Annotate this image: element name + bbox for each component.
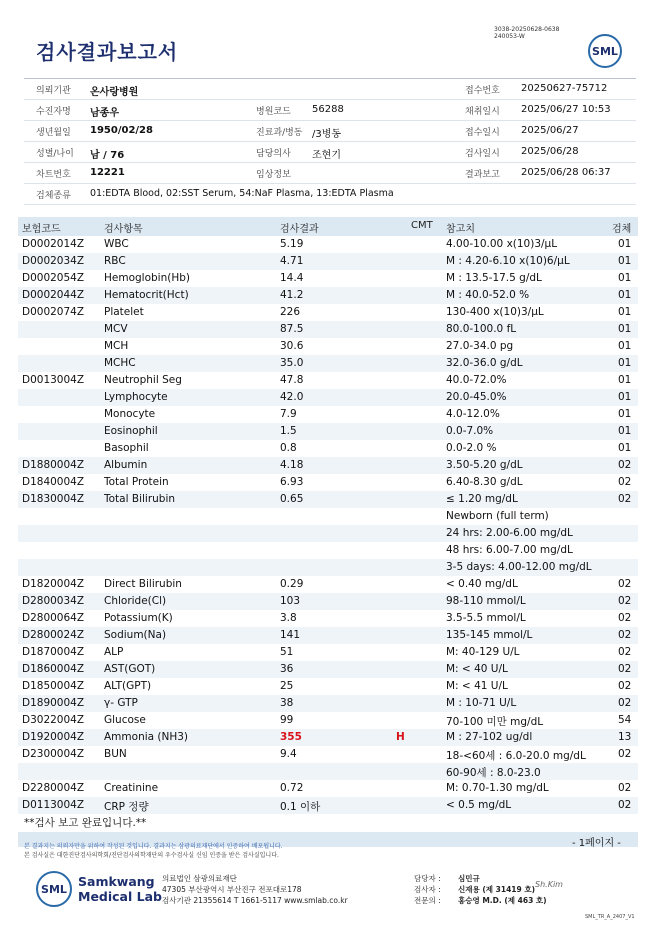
table-row	[18, 695, 638, 712]
test-name: Glucose	[104, 714, 146, 726]
reference-range: M : 4.20-6.10 x(10)6/μL	[446, 255, 570, 267]
test-name: γ- GTP	[104, 697, 138, 709]
info-row	[24, 79, 636, 100]
info-row	[24, 100, 636, 121]
test-name: Albumin	[104, 459, 148, 471]
table-row	[18, 474, 638, 491]
sml-logo-icon: SML	[588, 34, 622, 68]
test-name: RBC	[104, 255, 126, 267]
test-result: 99	[280, 714, 294, 726]
test-name: Direct Bilirubin	[104, 578, 182, 590]
reference-range: M: 0.70-1.30 mg/dL	[446, 782, 549, 794]
specimen-code: 02	[618, 782, 632, 794]
dept-label: 진료과/병동	[256, 128, 303, 138]
receipt-date-label: 접수일시	[465, 128, 500, 138]
institution-value: 온사랑병원	[90, 87, 139, 98]
specimen-code: 54	[618, 714, 632, 726]
test-result: 0.29	[280, 578, 304, 590]
specimen-code: 02	[618, 629, 632, 641]
reference-range: < 0.5 mg/dL	[446, 799, 512, 811]
test-code: D2800064Z	[22, 612, 85, 624]
document-id: 3038-20250628-0638 240053-W	[494, 26, 560, 40]
test-result: 6.93	[280, 476, 304, 488]
table-row	[18, 304, 638, 321]
table-row	[18, 270, 638, 287]
specimen-code: 01	[618, 425, 632, 437]
reference-range: 135-145 mmol/L	[446, 629, 533, 641]
test-code: D1920004Z	[22, 731, 85, 743]
test-name: AST(GOT)	[104, 663, 156, 675]
reference-range: 60-90세 : 8.0-23.0	[446, 767, 541, 779]
specimen-code: 02	[618, 799, 632, 811]
test-result: 87.5	[280, 323, 304, 335]
note-line-1: 본 결과지는 의뢰자만을 위하여 작성된 것입니다. 결과지는 삼광의료재단에서 인증하여 배포됩니다.	[24, 843, 283, 850]
test-code: D0002074Z	[22, 306, 85, 318]
test-code: D1850004Z	[22, 680, 85, 692]
reference-range: 98-110 mmol/L	[446, 595, 526, 607]
info-row	[24, 184, 636, 205]
test-name: Basophil	[104, 442, 149, 454]
test-result: 103	[280, 595, 301, 607]
specimen-code: 01	[618, 272, 632, 284]
reference-range: 0.0-7.0%	[446, 425, 494, 437]
specimen-value: 01:EDTA Blood, 02:SST Serum, 54:NaF Plasma, 13:EDTA Plasma	[90, 188, 394, 199]
reference-range: 18-<60세 : 6.0-20.0 mg/dL	[446, 750, 586, 762]
test-code: D1880004Z	[22, 459, 85, 471]
specimen-code: 01	[618, 238, 632, 250]
note-line-2: 본 검사실은 대한진단검사의학회/진단검사의학재단의 우수검사실 신임 인증을 받은 검사실입니다.	[24, 852, 279, 859]
test-result: 30.6	[280, 340, 304, 352]
report-label: 결과보고	[465, 170, 500, 180]
reference-range: M : 13.5-17.5 g/dL	[446, 272, 542, 284]
test-result: 226	[280, 306, 301, 318]
test-name: BUN	[104, 748, 127, 760]
table-row	[18, 746, 638, 763]
specimen-code: 01	[618, 357, 632, 369]
test-result: 25	[280, 680, 294, 692]
test-code: D1830004Z	[22, 493, 85, 505]
info-row	[24, 121, 636, 142]
collect-label: 채취일시	[465, 107, 500, 117]
result-flag: H	[396, 731, 405, 743]
test-result: 35.0	[280, 357, 304, 369]
test-code: D1820004Z	[22, 578, 85, 590]
col-code: 보험코드	[22, 224, 61, 235]
staff-list: 담당자 : 심민규 검사자 : 신재용 (제 31419 호) 전문의 : 홍승영 M.D. (제 463 호)	[414, 874, 547, 905]
reference-range: 24 hrs: 2.00-6.00 mg/dL	[446, 527, 573, 539]
receipt-date-value: 2025/06/27	[521, 125, 579, 136]
test-result: 3.8	[280, 612, 297, 624]
reference-range: 3-5 days: 4.00-12.00 mg/dL	[446, 561, 592, 573]
test-name: Creatinine	[104, 782, 159, 794]
test-name: Hemoglobin(Hb)	[104, 272, 191, 284]
table-row	[18, 321, 638, 338]
test-name: MCH	[104, 340, 129, 352]
test-name: Potassium(K)	[104, 612, 173, 624]
receipt-no-value: 20250627-75712	[521, 83, 608, 94]
patient-info	[24, 78, 636, 205]
specimen-code: 01	[618, 340, 632, 352]
test-result: 0.1 이하	[280, 801, 321, 813]
specimen-code: 02	[618, 595, 632, 607]
reference-range: 80.0-100.0 fL	[446, 323, 517, 335]
specimen-code: 02	[618, 697, 632, 709]
col-cmt: CMT	[411, 220, 433, 231]
specimen-code: 02	[618, 680, 632, 692]
specimen-code: 01	[618, 289, 632, 301]
specimen-code: 01	[618, 408, 632, 420]
results-table-header	[18, 217, 638, 236]
test-name: Lymphocyte	[104, 391, 168, 403]
info-row	[24, 142, 636, 163]
specimen-code: 02	[618, 646, 632, 658]
dob-value: 1950/02/28	[90, 125, 153, 136]
sex-age-label: 성별/나이	[36, 149, 74, 159]
reference-range: < 0.40 mg/dL	[446, 578, 518, 590]
reference-range: 32.0-36.0 g/dL	[446, 357, 523, 369]
table-row	[18, 644, 638, 661]
clinical-label: 임상정보	[256, 170, 291, 180]
test-code: D2280004Z	[22, 782, 85, 794]
specimen-code: 02	[618, 663, 632, 675]
reference-range: Newborn (full term)	[446, 510, 549, 522]
test-result: 41.2	[280, 289, 304, 301]
doctor-label: 담당의사	[256, 149, 291, 159]
specimen-code: 13	[618, 731, 632, 743]
table-row	[18, 389, 638, 406]
test-name: Sodium(Na)	[104, 629, 167, 641]
chart-value: 12221	[90, 167, 125, 178]
test-result: 1.5	[280, 425, 297, 437]
col-result: 검사결과	[280, 224, 319, 235]
page-number: - 1페이지 -	[572, 838, 621, 849]
table-row	[18, 406, 638, 423]
test-name: MCV	[104, 323, 128, 335]
reference-range: 0.0-2.0 %	[446, 442, 497, 454]
reference-range: M: < 40 U/L	[446, 663, 508, 675]
reference-range: M: < 41 U/L	[446, 680, 508, 692]
report-complete: **검사 보고 완료입니다.**	[24, 817, 147, 829]
table-row	[18, 253, 638, 270]
table-row	[18, 610, 638, 627]
test-code: D1890004Z	[22, 697, 85, 709]
table-row	[18, 797, 638, 814]
test-result: 4.71	[280, 255, 304, 267]
table-row	[18, 372, 638, 389]
table-row	[18, 661, 638, 678]
test-result: 36	[280, 663, 294, 675]
patient-label: 수진자명	[36, 107, 71, 117]
specimen-code: 02	[618, 748, 632, 760]
report-value: 2025/06/28 06:37	[521, 167, 611, 178]
reference-range: 4.00-10.00 x(10)3/μL	[446, 238, 558, 250]
info-row	[24, 163, 636, 184]
table-row	[18, 457, 638, 474]
receipt-no-label: 접수번호	[465, 86, 500, 96]
table-row	[18, 491, 638, 508]
test-code: D1870004Z	[22, 646, 85, 658]
test-name: Platelet	[104, 306, 144, 318]
test-name: MCHC	[104, 357, 136, 369]
hospital-code-label: 병원코드	[256, 107, 291, 117]
table-row	[18, 780, 638, 797]
test-name: Neutrophil Seg	[104, 374, 182, 386]
form-code: SML_TR_A_2407_V1	[585, 914, 635, 920]
reference-range: 6.40-8.30 g/dL	[446, 476, 523, 488]
test-name: Eosinophil	[104, 425, 158, 437]
table-row	[18, 440, 638, 457]
org-address: 의료법인 삼광의료재단 47305 부산광역시 부산진구 전포대로178 검사기관 21355614 T 1661-5117 www.smlab.co.kr	[162, 874, 348, 905]
reference-range: 70-100 미만 mg/dL	[446, 716, 544, 728]
test-date-label: 검사일시	[465, 149, 500, 159]
specimen-code: 01	[618, 442, 632, 454]
reference-range: ≤ 1.20 mg/dL	[446, 493, 518, 505]
reference-range: M : 10-71 U/L	[446, 697, 517, 709]
specimen-code: 02	[618, 493, 632, 505]
patient-value: 남종우	[90, 108, 119, 119]
col-ref: 참고치	[446, 224, 475, 235]
results-table-body	[18, 236, 638, 814]
specimen-code: 01	[618, 374, 632, 386]
test-code: D0002054Z	[22, 272, 85, 284]
test-result: 355	[280, 731, 302, 743]
collect-value: 2025/06/27 10:53	[521, 104, 611, 115]
test-result: 5.19	[280, 238, 304, 250]
test-code: D0002014Z	[22, 238, 85, 250]
table-row	[18, 508, 638, 525]
specimen-code: 01	[618, 323, 632, 335]
table-row	[18, 236, 638, 253]
test-code: D0002034Z	[22, 255, 85, 267]
table-row	[18, 576, 638, 593]
test-code: D1840004Z	[22, 476, 85, 488]
footer-notes	[24, 842, 283, 860]
test-name: CRP 정량	[104, 801, 149, 813]
test-name: Monocyte	[104, 408, 156, 420]
specimen-code: 02	[618, 612, 632, 624]
table-row	[18, 525, 638, 542]
test-code: D2800034Z	[22, 595, 85, 607]
specimen-code: 01	[618, 306, 632, 318]
test-result: 47.8	[280, 374, 304, 386]
col-spec: 검체	[612, 224, 632, 235]
table-row	[18, 338, 638, 355]
table-row	[18, 729, 638, 746]
signature: Sh.Kim	[535, 880, 563, 889]
reference-range: M: 40-129 U/L	[446, 646, 520, 658]
test-code: D0013004Z	[22, 374, 85, 386]
test-code: D2800024Z	[22, 629, 85, 641]
test-name: Chloride(Cl)	[104, 595, 167, 607]
sex-age-value: 남 / 76	[90, 150, 125, 161]
test-name: ALT(GPT)	[104, 680, 152, 692]
test-code: D1860004Z	[22, 663, 85, 675]
specimen-code: 02	[618, 578, 632, 590]
test-code: D2300004Z	[22, 748, 85, 760]
test-name: Total Protein	[104, 476, 169, 488]
test-date-value: 2025/06/28	[521, 146, 579, 157]
reference-range: 27.0-34.0 pg	[446, 340, 514, 352]
reference-range: M : 27-102 ug/dl	[446, 731, 533, 743]
test-result: 141	[280, 629, 301, 641]
test-name: WBC	[104, 238, 129, 250]
test-code: D0113004Z	[22, 799, 85, 811]
specimen-code: 01	[618, 391, 632, 403]
reference-range: 130-400 x(10)3/μL	[446, 306, 544, 318]
table-row	[18, 763, 638, 780]
test-result: 0.72	[280, 782, 304, 794]
table-row	[18, 287, 638, 304]
test-result: 0.8	[280, 442, 297, 454]
test-name: ALP	[104, 646, 124, 658]
reference-range: M : 40.0-52.0 %	[446, 289, 530, 301]
table-row	[18, 678, 638, 695]
test-name: Hematocrit(Hct)	[104, 289, 189, 301]
col-name: 검사항목	[104, 224, 143, 235]
dob-label: 생년월일	[36, 128, 71, 138]
institution-label: 의뢰기관	[36, 86, 71, 96]
reference-range: 3.5-5.5 mmol/L	[446, 612, 526, 624]
test-code: D3022004Z	[22, 714, 85, 726]
specimen-code: 02	[618, 459, 632, 471]
chart-label: 차트번호	[36, 170, 71, 180]
test-result: 38	[280, 697, 294, 709]
test-result: 7.9	[280, 408, 297, 420]
page-title: 검사결과보고서	[36, 40, 179, 64]
doctor-value: 조현기	[312, 150, 341, 161]
table-row	[18, 559, 638, 576]
test-result: 0.65	[280, 493, 304, 505]
specimen-code: 01	[618, 255, 632, 267]
reference-range: 40.0-72.0%	[446, 374, 507, 386]
test-result: 9.4	[280, 748, 297, 760]
reference-range: 3.50-5.20 g/dL	[446, 459, 523, 471]
reference-range: 20.0-45.0%	[446, 391, 507, 403]
hospital-code-value: 56288	[312, 104, 344, 115]
brand-name: Samkwang Medical Lab	[78, 874, 162, 904]
test-name: Total Bilirubin	[104, 493, 176, 505]
table-row	[18, 712, 638, 729]
table-row	[18, 542, 638, 559]
test-result: 14.4	[280, 272, 304, 284]
reference-range: 4.0-12.0%	[446, 408, 500, 420]
specimen-code: 02	[618, 476, 632, 488]
test-code: D0002044Z	[22, 289, 85, 301]
table-row	[18, 627, 638, 644]
table-row	[18, 423, 638, 440]
dept-value: /3병동	[312, 129, 342, 140]
test-result: 42.0	[280, 391, 304, 403]
reference-range: 48 hrs: 6.00-7.00 mg/dL	[446, 544, 573, 556]
test-result: 51	[280, 646, 294, 658]
sml-logo-icon: SML	[36, 871, 72, 907]
test-result: 4.18	[280, 459, 304, 471]
table-row	[18, 355, 638, 372]
specimen-label: 검체종류	[36, 191, 71, 201]
table-row	[18, 593, 638, 610]
test-name: Ammonia (NH3)	[104, 731, 189, 743]
